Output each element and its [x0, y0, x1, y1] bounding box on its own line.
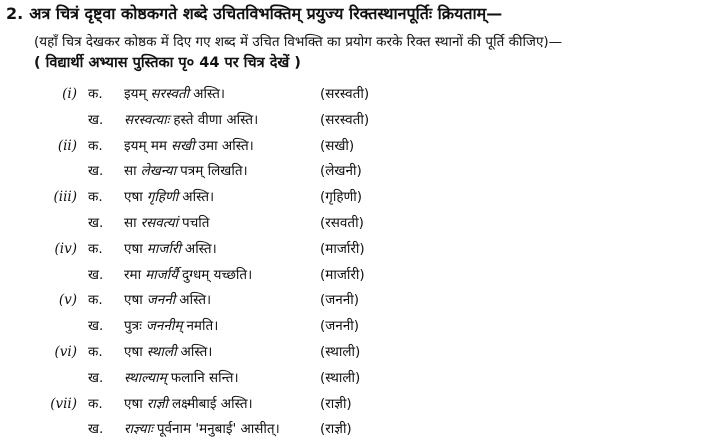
sentence	[124, 211, 213, 237]
bracket-word: (स्थाली)	[320, 369, 361, 386]
exercise-items	[0, 82, 706, 443]
sentence-word: दुग्धम् यच्छति।	[182, 266, 253, 283]
sentence	[124, 159, 252, 185]
sub-item-label: क.	[88, 292, 103, 309]
filled-blank-word: राज्ञी	[146, 395, 168, 412]
bracket-word: (राज्ञी)	[320, 395, 352, 412]
sentence-word: एषा	[124, 343, 143, 360]
sentence	[124, 417, 284, 443]
sub-item-label: ख.	[88, 369, 104, 386]
sentence-word: एषा	[124, 240, 143, 257]
sub-item-label: ख.	[88, 111, 104, 128]
sentence	[124, 134, 258, 160]
sentence-word: अस्ति।	[184, 240, 217, 257]
question-number: 2.	[6, 4, 24, 23]
filled-blank-word: मार्जार्यै	[145, 266, 179, 283]
sentence-word: पचति	[182, 214, 210, 231]
filled-blank-word: जननी	[146, 292, 176, 309]
bracket-word: (मार्जारी)	[320, 240, 365, 257]
filled-blank-word: स्थाल्याम्	[124, 369, 167, 386]
sentence-word: एषा	[124, 292, 143, 309]
item-numeral: (vi)	[54, 343, 77, 360]
sentence-word: पुत्रः	[124, 318, 142, 335]
bracket-word: (रसवती)	[320, 214, 364, 231]
bracket-word: (सरस्वती)	[320, 111, 370, 128]
sentence	[124, 108, 262, 134]
sentence-word: इयम्	[124, 86, 147, 102]
sub-item-label: क.	[88, 395, 103, 412]
sentence-word: लक्ष्मीबाई अस्ति।	[171, 395, 253, 412]
exercise-row	[0, 211, 706, 237]
sentence	[124, 288, 215, 314]
sentence-word: पूर्वनाम 'मनुबाई' आसीत्।	[156, 421, 280, 438]
sentence	[124, 263, 256, 289]
bracket-word: (स्थाली)	[320, 343, 361, 360]
sub-item-label: ख.	[88, 421, 104, 438]
sentence-word: सा	[124, 214, 137, 231]
sentence-word: अस्ति।	[179, 292, 212, 309]
exercise-row	[0, 263, 706, 289]
exercise-row	[0, 82, 706, 108]
sentence-word: पत्रम् लिखति।	[180, 163, 248, 180]
sub-item-label: क.	[88, 240, 103, 257]
sentence	[124, 340, 216, 366]
exercise-row	[0, 340, 706, 366]
sentence	[124, 82, 229, 108]
sentence-word: नमति।	[186, 318, 219, 335]
filled-blank-word: मार्जारी	[146, 240, 181, 257]
sub-item-label: ख.	[88, 266, 104, 283]
sentence	[124, 237, 221, 263]
bracket-word: (राज्ञी)	[320, 421, 352, 438]
item-numeral: (v)	[58, 292, 77, 309]
sub-item-label: क.	[88, 137, 103, 154]
sentence	[124, 366, 243, 392]
bracket-word: (जननी)	[320, 292, 360, 309]
sentence-word: उमा अस्ति।	[198, 137, 254, 154]
filled-blank-word: सखी	[170, 137, 195, 154]
item-numeral: (i)	[62, 86, 77, 102]
filled-blank-word: सरस्वत्याः	[124, 111, 170, 128]
item-numeral: (iv)	[54, 240, 77, 257]
bracket-word: (लेखनी)	[320, 163, 362, 180]
bracket-word: (मार्जारी)	[320, 266, 365, 283]
exercise-row	[0, 392, 706, 418]
filled-blank-word: लेखन्या	[140, 163, 177, 180]
exercise-row	[0, 417, 706, 443]
bracket-word: (गृहिणी)	[320, 189, 363, 206]
sentence-word: अस्ति।	[182, 189, 215, 206]
exercise-row	[0, 159, 706, 185]
sub-item-label: ख.	[88, 163, 104, 180]
sub-item-label: क.	[88, 343, 103, 360]
question-title: अत्र चित्रं दृष्ट्वा कोष्ठकगते शब्दे उचितविभक्तिम् प्रयुज्य रिक्तस्थानपूर्तिः क्रियताम्—	[29, 4, 503, 23]
bracket-word: (सखी)	[320, 137, 355, 154]
sentence-word: फलानि सन्ति।	[170, 369, 239, 386]
sub-item-label: क.	[88, 86, 103, 102]
filled-blank-word: सरस्वती	[150, 86, 190, 102]
sub-item-label: ख.	[88, 318, 104, 335]
filled-blank-word: स्थाली	[146, 343, 177, 360]
question-heading	[6, 3, 502, 25]
filled-blank-word: जननीम्	[145, 318, 183, 335]
sentence-word: हस्ते वीणा अस्ति।	[173, 111, 259, 128]
hindi-instruction: (यहाँ चित्र देखकर कोष्ठक में दिए गए शब्द में उचित विभक्ति का प्रयोग करके रिक्त स्थानों की पूर्ति कीजिए)—	[34, 34, 563, 50]
sentence	[124, 392, 257, 418]
sentence	[124, 314, 222, 340]
sentence-word: एषा	[124, 189, 143, 206]
exercise-row	[0, 288, 706, 314]
filled-blank-word: राज्ञ्याः	[124, 421, 153, 438]
exercise-row	[0, 185, 706, 211]
filled-blank-word: गृहिणी	[146, 189, 179, 206]
sub-item-label: क.	[88, 189, 103, 206]
sentence	[124, 185, 218, 211]
item-numeral: (vii)	[50, 395, 77, 412]
sub-item-label: ख.	[88, 214, 104, 231]
exercise-row	[0, 366, 706, 392]
bracket-word: (सरस्वती)	[320, 86, 370, 102]
sentence-word: सा	[124, 163, 137, 180]
exercise-row	[0, 134, 706, 160]
exercise-row	[0, 237, 706, 263]
exercise-row	[0, 108, 706, 134]
sentence-word: अस्ति।	[193, 86, 226, 102]
bracket-word: (जननी)	[320, 318, 360, 335]
exercise-row	[0, 314, 706, 340]
sentence-word: रमा	[124, 266, 142, 283]
sentence-word: अस्ति।	[180, 343, 213, 360]
sentence-word: इयम् मम	[124, 137, 167, 154]
workbook-reference: ( विद्यार्थी अभ्यास पुस्तिका पृ० 44 पर चित्र देखें )	[34, 55, 301, 71]
sentence-word: एषा	[124, 395, 143, 412]
filled-blank-word: रसवत्यां	[140, 214, 179, 231]
item-numeral: (iii)	[53, 189, 77, 206]
item-numeral: (ii)	[57, 137, 77, 154]
